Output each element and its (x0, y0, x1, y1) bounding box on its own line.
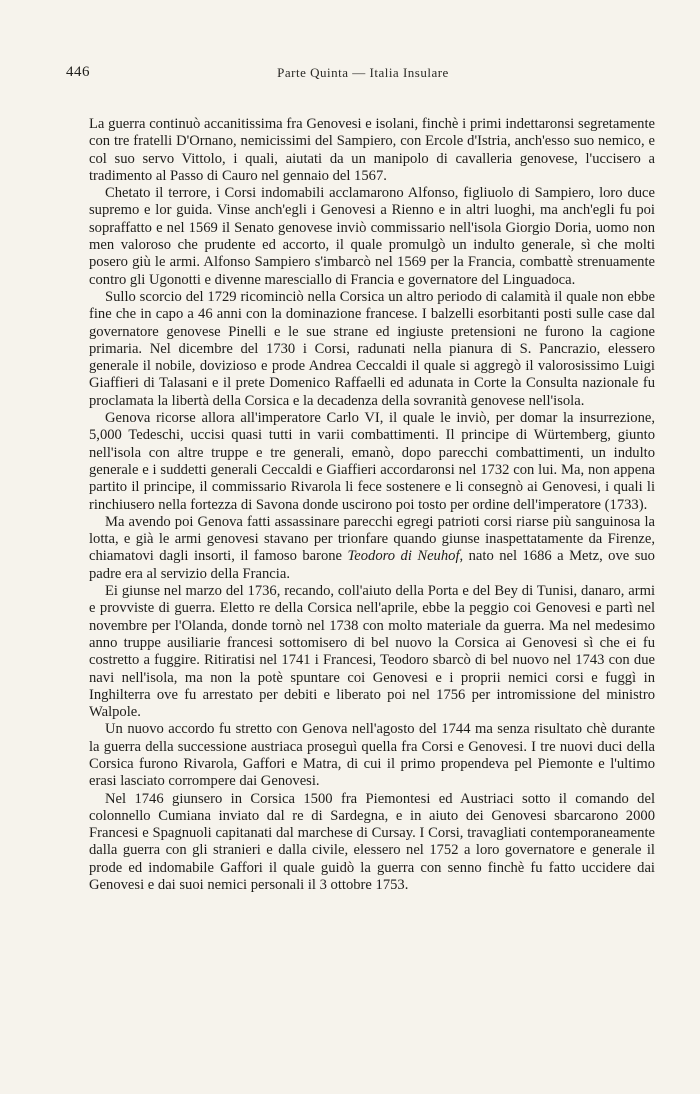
paragraph-5-text-before: Ma avendo poi Genova fatti assassinare parecchi egregi patrioti corsi riarse più sanguinosa la lotta, e già le armi genovesi stavano per trionfare quando giunse inaspettatamente da Firenze, chiamatovi dagli insorti, il famoso barone (89, 513, 655, 565)
page-header (66, 64, 660, 86)
running-title: Parte Quinta — Italia Insulare (277, 65, 449, 80)
page-number: 446 (66, 64, 90, 80)
paragraph-5-text-after: , nato nel 1686 a Metz, ove suo padre era al servizio della Francia. (89, 548, 655, 582)
paragraph-5 (89, 514, 655, 583)
paragraph-2: Chetato il terrore, i Corsi indomabili acclamarono Alfonso, figliuolo di Sampiero, loro duce supremo e lor guida. Vinse anch'egli i Genovesi a Rienno e in altri luoghi, ma anch'egli fu poi sopraffatto e nel 1569 il Senato genovese inviò commissario nell'isola Giorgio Doria, uomo non men valoroso che prudente ed accorto, il quale promulgò un indulto generale, sì che molti posero giù le armi. Alfonso Sampiero s'imbarcò nel 1569 per la Francia, combattè strenuamente contro gli Ugonotti e divenne maresciallo di Francia e governatore del Linguadoca. (89, 185, 655, 288)
paragraph-8: Nel 1746 giunsero in Corsica 1500 fra Piemontesi ed Austriaci sotto il comando del colonnello Cumiana inviato dal re di Sardegna, e in aiuto dei Genovesi sbarcarono 2000 Francesi e Spagnuoli capitanati dal marchese di Cursay. I Corsi, travagliati contemporaneamente dalla guerra con gli stranieri e dalla civile, elessero nel 1752 a loro governatore e generale il prode ed indomabile Gaffori il quale guidò la guerra con senno finchè fu fatto uccidere dai Genovesi e dai suoi nemici personali il 3 ottobre 1753. (89, 790, 655, 894)
paragraph-3: Sullo scorcio del 1729 ricominciò nella Corsica un altro periodo di calamità il quale non ebbe fine che in capo a 46 anni con la dominazione francese. I balzelli esorbitanti posti sulle case dal governatore genovese Pinelli e le sue strane ed ingiuste pretensioni ne furono la cagione primaria. Nel dicembre del 1730 i Corsi, radunati nella pianura di S. Pancrazio, elessero generale il nobile, dovizioso e prode Andrea Ceccaldi il quale si aggregò il valorosissimo Luigi Giaffieri di Talasani e il prete Domenico Raffaelli ed adunata in Corte la Consulta nazionale fu proclamata la libertà della Corsica e la decadenza della sovranità genovese nell'isola. (89, 288, 655, 409)
paragraph-7: Un nuovo accordo fu stretto con Genova nell'agosto del 1744 ma senza risultato chè durante la guerra della successione austriaca proseguì quella fra Corsi e Genovesi. I tre nuovi duci della Corsica furono Rivarola, Gaffori e Matra, di cui il primo propendeva pel Piemonte e l'ultimo erasi lasciato corrompere dai Genovesi. (89, 721, 655, 790)
paragraph-1: La guerra continuò accanitissima fra Genovesi e isolani, finchè i primi indettaronsi segretamente con tre fratelli D'Ornano, nemicissimi del Sampiero, con Ercole d'Istria, anch'esso suo nemico, e col suo servo Vittolo, i quali, aiutati da un manipolo di cavalleria genovese, l'uccisero a tradimento al Passo di Cauro nel gennaio del 1567. (89, 116, 655, 184)
paragraph-5-italic-name: Teodoro di Neuhof (347, 548, 460, 565)
body-text (89, 116, 655, 894)
paragraph-6: Ei giunse nel marzo del 1736, recando, coll'aiuto della Porta e del Bey di Tunisi, danaro, armi e provviste di guerra. Eletto re della Corsica nell'aprile, ebbe la peggio coi Genovesi e partì nel novembre per l'Olanda, donde tornò nel 1738 con molto materiale da guerra. Ma nel medesimo anno truppe ausiliarie francesi sottomisero di bel nuovo la Corsica ai Genovesi sì che ei fu costretto a fuggire. Ritiratisi nel 1741 i Francesi, Teodoro sbarcò di bel nuovo nel 1743 con due navi nell'isola, ma non la potè spuntare coi Genovesi e i proprii nemici corsi e fuggì in Inghilterra ove fu arrestato per debiti e liberato poi nel 1756 per intromissione del ministro Walpole. (89, 583, 655, 721)
paragraph-4: Genova ricorse allora all'imperatore Carlo VI, il quale le inviò, per domar la insurrezione, 5,000 Tedeschi, uccisi quasi tutti in varii combattimenti. Il principe di Würtemberg, giunto nell'isola con altre truppe e tre generali, emanò, dopo parecchi combattimenti, un indulto generale e i suddetti generali Ceccaldi e Giaffieri accordaronsi nel 1732 con lui. Ma, non appena partito il principe, il commissario Rivarola li fece sostenere e li consegnò ai Genovesi, i quali li rinchiusero nella fortezza di Savona donde uscirono poi tosto per ordine dell'imperatore (1733). (89, 410, 655, 513)
